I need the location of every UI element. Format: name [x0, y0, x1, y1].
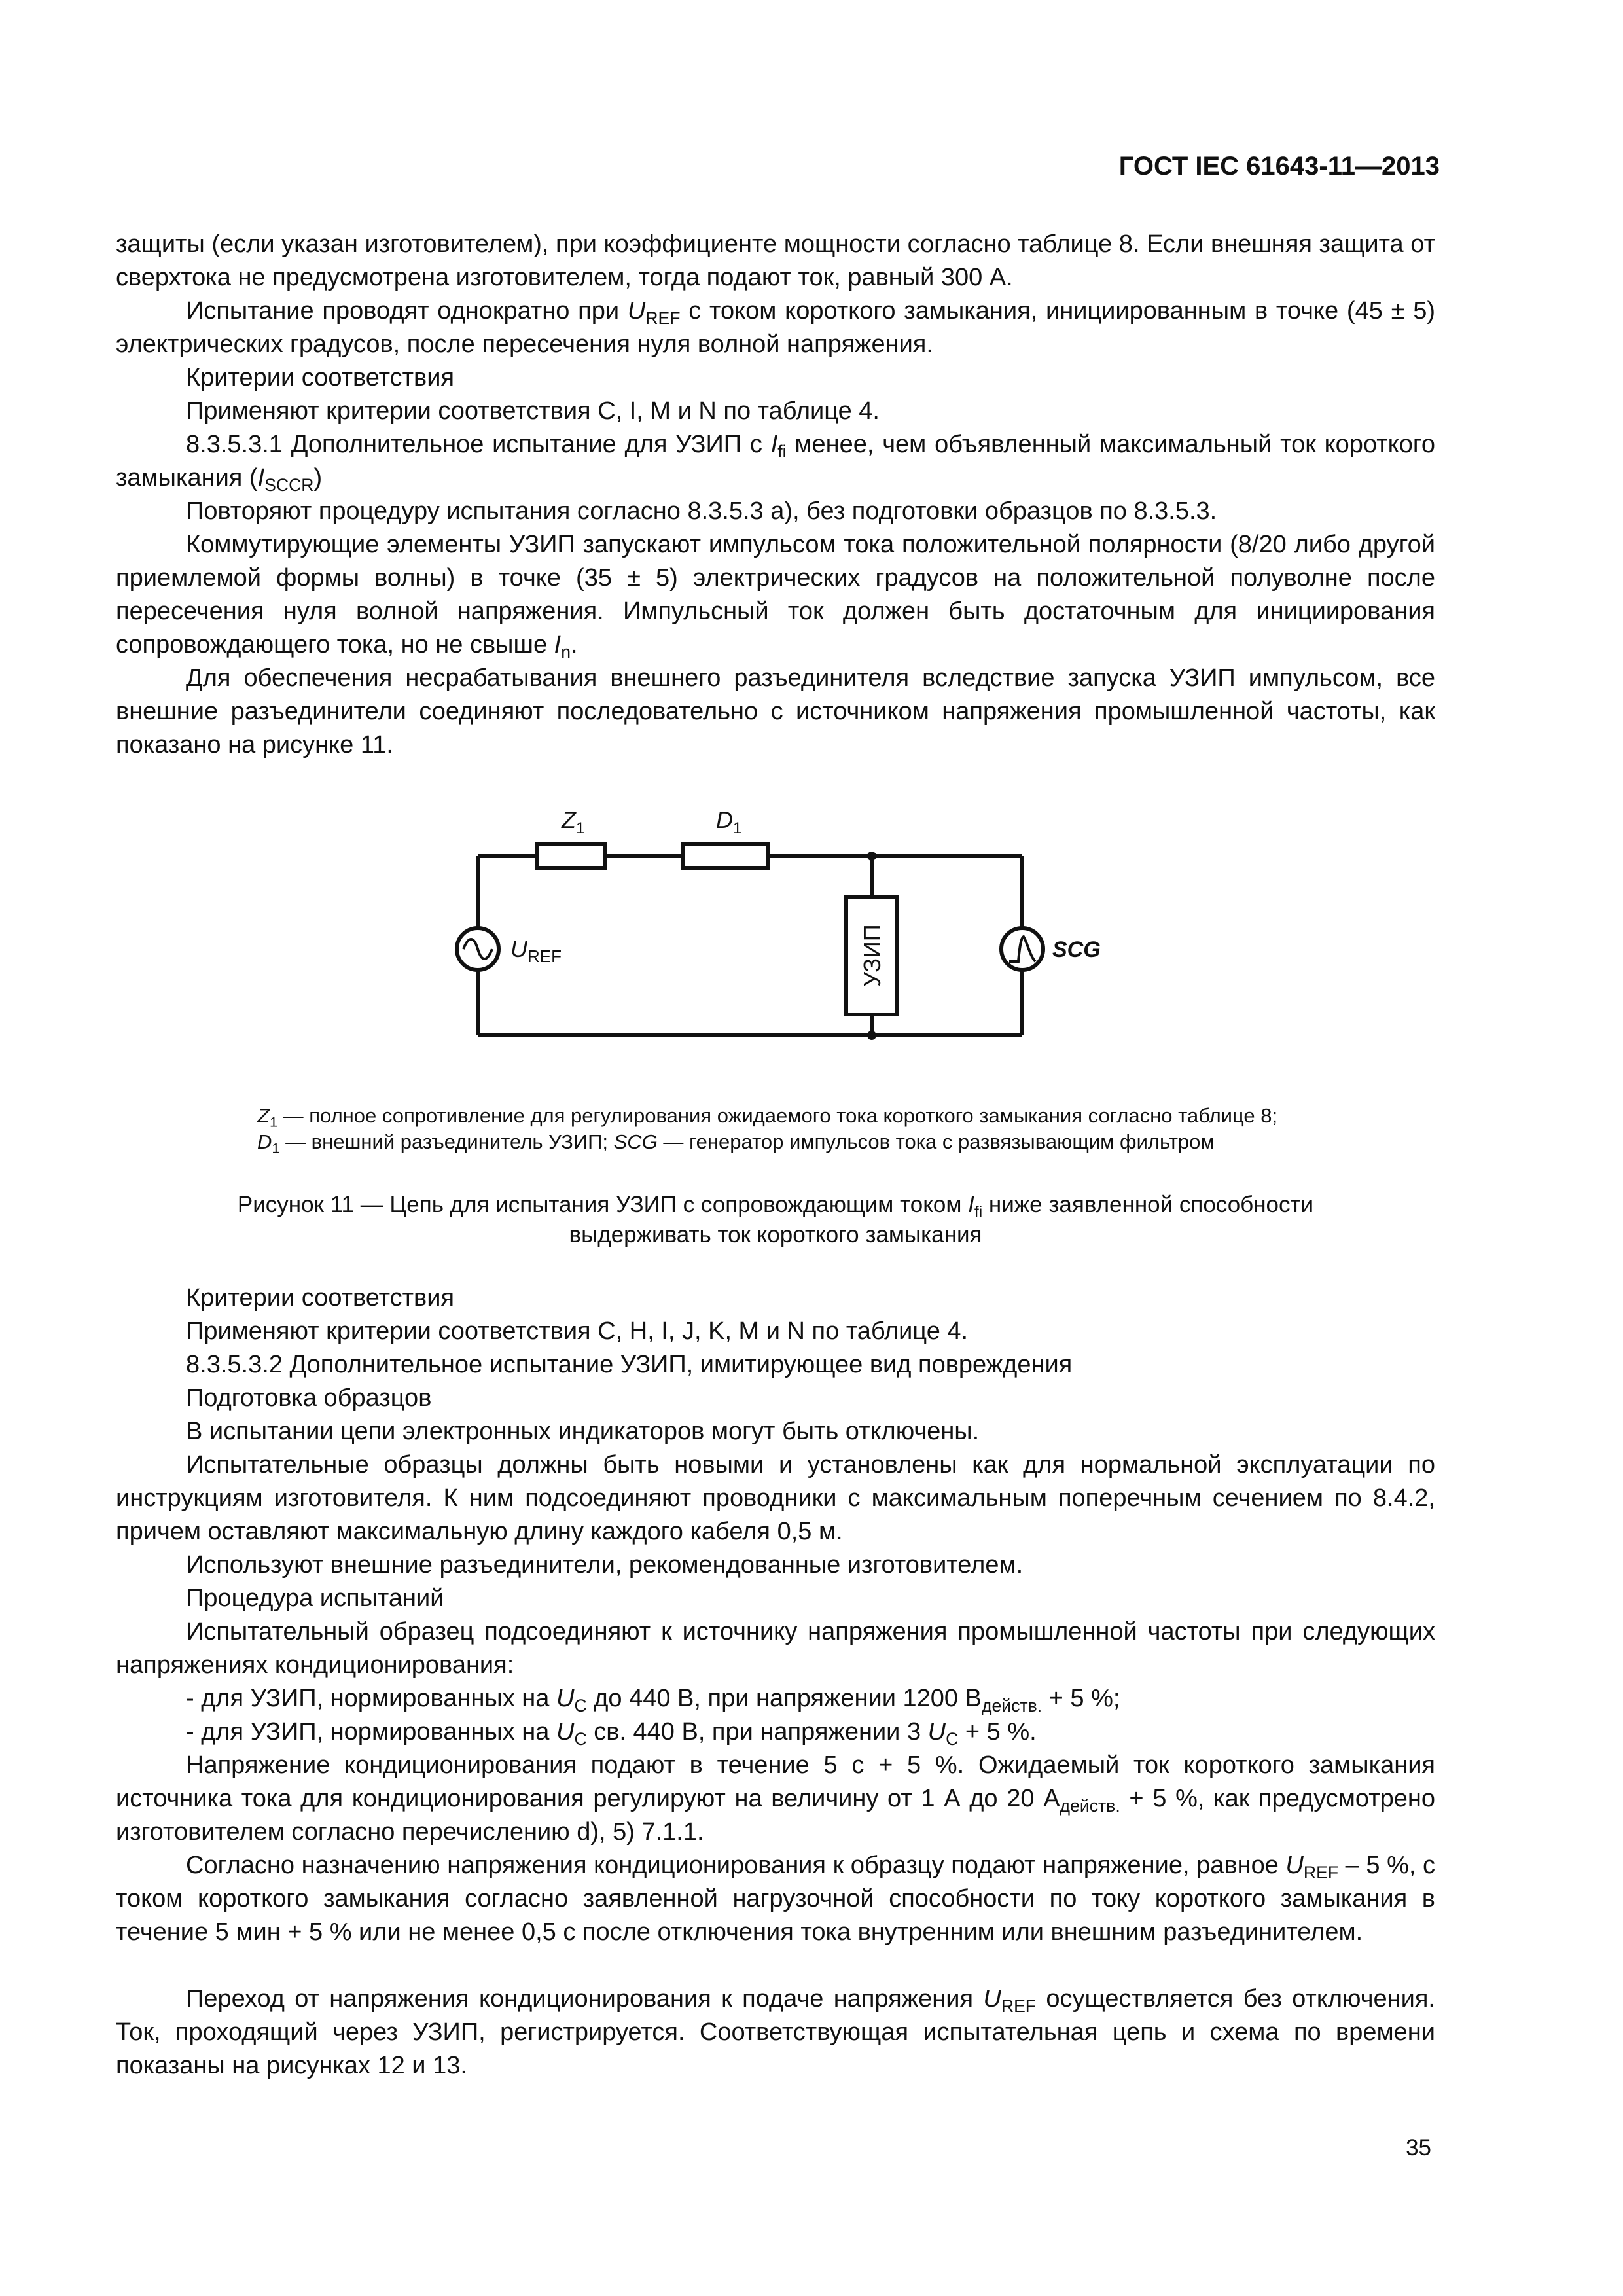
figure-legend-line-1: $Z_1$ — полное сопротивление для регулирования ожидаемого тока короткого замыкания согласно таблице 8; [257, 1104, 1278, 1130]
list-item-uc-above-440: - для УЗИП, нормированных на $U_C$ св. 440 В, при напряжении 3 $U_C + 5$ %. [186, 1718, 1037, 1749]
paragraph-8-3-5-3-1: 8.3.5.3.1 Дополнительное испытание для УЗИП с $I_{fi}$ менее, чем объявленный максимальный ток короткого замыкания $(I_{SCCR})$ [116, 431, 1435, 495]
document-header: ГОСТ IEC 61643-11—2013 [1118, 152, 1440, 181]
circuit-diagram [406, 776, 1139, 1050]
z1-label: $Z_1$ [562, 806, 585, 837]
junction-bottom [867, 1031, 876, 1040]
paragraph-external-disconnectors: Используют внешние разъединители, рекомендованные изготовителем. [186, 1551, 1024, 1579]
paragraph-switching: Коммутирующие элементы УЗИП запускают импульсом тока положительной полярности (8/20 либо другой приемлемой формы волны) в точке (35 ± 5) электрических градусов на положительной полуволне после пересечения нуля волной напряжения. Импульсный ток должен быть достаточным для инициирования сопровождающего тока, но не свыше $I_n$. [116, 531, 1435, 662]
paragraph-sample-prep-heading: Подготовка образцов [186, 1384, 432, 1412]
paragraph-criteria: Применяют критерии соответствия C, I, M и N по таблице 4. [186, 397, 880, 425]
paragraph-disconnectors: Для обеспечения несрабатывания внешнего разъединителя вследствие запуска УЗИП импульсом, все внешние разъединители соединяют последовательно с источником напряжения промышленной частоты, как показано на рисунке 11. [116, 664, 1435, 759]
paragraph-2: Испытание проводят однократно при $U_{REF}$ с током короткого замыкания, инициированным в точке (45 ± 5) электрических градусов, после пересечения нуля волной напряжения. [116, 297, 1435, 358]
paragraph-criteria-heading-2: Критерии соответствия [186, 1284, 455, 1312]
paragraph-repeat: Повторяют процедуру испытания согласно 8.3.5.3 а), без подготовки образцов по 8.3.5.3. [186, 497, 1217, 525]
uref-label: $U_{REF}$ [510, 935, 562, 966]
d1-disconnector [683, 844, 768, 868]
page-number: 35 [1406, 2135, 1431, 2161]
scg-source-circle [1001, 928, 1043, 970]
paragraph-test-samples: Испытательные образцы должны быть новыми и установлены как для нормальной эксплуатации по инструкциям изготовителя. К ним подсоединяют проводники с максимальным поперечным сечением по 8.4.2, причем оставляют максимальную длину каждого кабеля 0,5 м. [116, 1451, 1435, 1545]
paragraph-8-3-5-3-2: 8.3.5.3.2 Дополнительное испытание УЗИП, имитирующее вид повреждения [186, 1351, 1073, 1378]
figure-caption: Рисунок 11 — Цепь для испытания УЗИП с сопровождающим током $I_{fi}$ ниже заявленной способности выдерживать ток короткого замыкания [237, 1192, 1314, 1247]
spd-label: УЗИП [859, 924, 885, 987]
paragraph-conditioning-voltages: Испытательный образец подсоединяют к источнику напряжения промышленной частоты при следующих напряжениях кондиционирования: [116, 1618, 1435, 1679]
d1-label: $D_1$ [716, 806, 742, 837]
impulse-wave-icon [1009, 937, 1035, 961]
junction-top [867, 852, 876, 861]
paragraph-indicators: В испытании цепи электронных индикаторов могут быть отключены. [186, 1418, 980, 1445]
ac-sine-icon [463, 939, 492, 959]
scg-label: SCG [1052, 937, 1101, 962]
figure-legend-line-2: $D_1$ — внешний разъединитель УЗИП; SCG — генератор импульсов тока с развязывающим фильтром [257, 1130, 1215, 1157]
paragraph-procedure-heading: Процедура испытаний [186, 1585, 444, 1612]
paragraph-criteria-2: Применяют критерии соответствия C, H, I, J, K, M и N по таблице 4. [186, 1318, 969, 1345]
paragraph-transition: Переход от напряжения кондиционирования к подаче напряжения $U_{REF}$ осуществляется без отключения. Ток, проходящий через УЗИП, регистрируется. Соответствующая испытательная цепь и схема по времени показаны на рисунках 12 и 13. [116, 1985, 1435, 2079]
paragraph-uref-application: Согласно назначению напряжения кондиционирования к образцу подают напряжение, равное $U_{REF} - 5$ %, с током короткого замыкания согласно заявленной нагрузочной способности по току короткого замыкания в течение 5 мин + 5 % или не менее 0,5 с после отключения тока внутренним или внешним разъединителем. [116, 1852, 1435, 1946]
paragraph-1: защиты (если указан изготовителем), при коэффициенте мощности согласно таблице 8. Если внешняя защита от сверхтока не предусмотрена изготовителем, тогда подают ток, равный 300 А. [116, 230, 1435, 291]
z1-resistor [537, 844, 605, 868]
paragraph-criteria-heading: Критерии соответствия [186, 364, 455, 391]
list-item-uc-below-440: - для УЗИП, нормированных на $U_C$ до 440 В, при напряжении 1200 $В_{действ.} + 5$ %; [186, 1685, 1120, 1715]
paragraph-conditioning-duration: Напряжение кондиционирования подают в течение 5 с + 5 %. Ожидаемый ток короткого замыкания источника тока для кондиционирования регулируют на величину от 1 А до 20 $А_{действ.} + 5$ %, как предусмотрено изготовителем согласно перечислению d), 5) 7.1.1. [116, 1751, 1435, 1846]
